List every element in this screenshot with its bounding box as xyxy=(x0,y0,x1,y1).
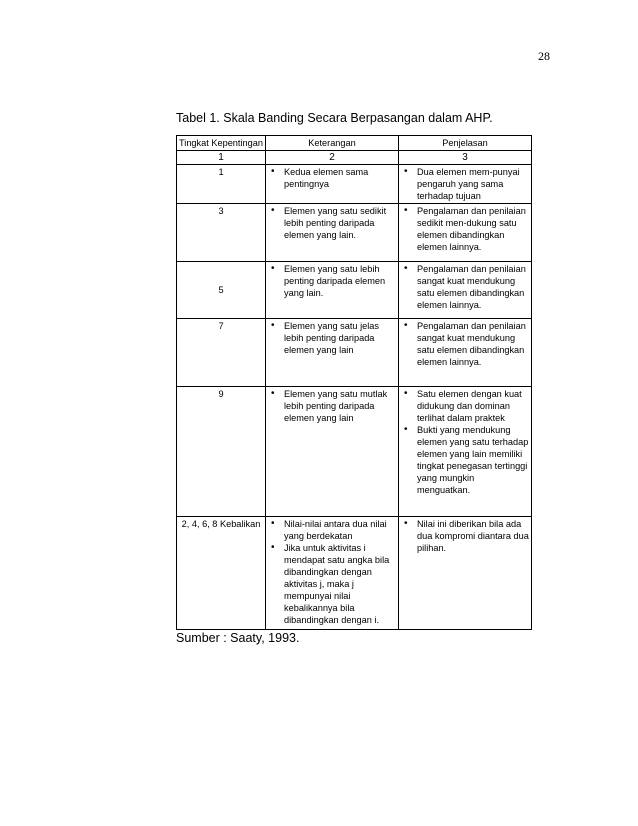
table-row xyxy=(177,517,532,630)
penjelasan-cell xyxy=(399,204,532,262)
table-source: Sumber : Saaty, 1993. xyxy=(176,631,300,645)
scale-cell: 9 xyxy=(177,387,266,517)
bullet-item: • Nilai-nilai antara dua nilai yang berdekatan xyxy=(268,518,396,542)
column-number: 3 xyxy=(399,151,532,165)
bullet-item: • Pengalaman dan penilaian sangat kuat mendukung satu elemen dibandingkan elemen lainnya. xyxy=(401,320,529,368)
keterangan-cell xyxy=(266,517,399,630)
ahp-scale-table xyxy=(176,135,532,630)
penjelasan-cell xyxy=(399,517,532,630)
penjelasan-cell xyxy=(399,165,532,204)
keterangan-cell xyxy=(266,165,399,204)
bullet-item: • Elemen yang satu sedikit lebih penting daripada elemen yang lain. xyxy=(268,205,396,241)
column-number: 1 xyxy=(177,151,266,165)
bullet-item: • Jika untuk aktivitas i mendapat satu angka bila dibandingkan dengan aktivitas j, maka j mempunyai nilai kebalikannya bila dibandingkan dengan i. xyxy=(268,542,396,626)
header-keterangan: Keterangan xyxy=(266,136,399,151)
table-header-row xyxy=(177,136,532,151)
bullet-item: • Elemen yang satu mutlak lebih penting daripada elemen yang lain xyxy=(268,388,396,424)
bullet-item: • Kedua elemen sama pentingnya xyxy=(268,166,396,190)
bullet-item: • Bukti yang mendukung elemen yang satu terhadap elemen yang lain memiliki tingkat penegasan tertinggi yang mungkin menguatkan. xyxy=(401,424,529,496)
scale-cell: 1 xyxy=(177,165,266,204)
scale-cell: 2, 4, 6, 8 Kebalikan xyxy=(177,517,266,630)
table-row xyxy=(177,319,532,387)
header-penjelasan: Penjelasan xyxy=(399,136,532,151)
bullet-item: • Elemen yang satu lebih penting daripada elemen yang lain. xyxy=(268,263,396,299)
bullet-item: • Nilai ini diberikan bila ada dua kompromi diantara dua pilihan. xyxy=(401,518,529,554)
keterangan-cell xyxy=(266,262,399,319)
keterangan-cell xyxy=(266,204,399,262)
table-row xyxy=(177,387,532,517)
keterangan-cell xyxy=(266,387,399,517)
scale-cell: 5 xyxy=(177,262,266,319)
penjelasan-cell xyxy=(399,387,532,517)
column-number: 2 xyxy=(266,151,399,165)
table-row xyxy=(177,204,532,262)
table-row xyxy=(177,165,532,204)
scale-cell: 3 xyxy=(177,204,266,262)
bullet-item: • Satu elemen dengan kuat didukung dan dominan terlihat dalam praktek xyxy=(401,388,529,424)
bullet-item: • Dua elemen mem-punyai pengaruh yang sama terhadap tujuan xyxy=(401,166,529,202)
penjelasan-cell xyxy=(399,262,532,319)
page-number: 28 xyxy=(538,49,550,63)
penjelasan-cell xyxy=(399,319,532,387)
column-number-row xyxy=(177,151,532,165)
table-caption: Tabel 1. Skala Banding Secara Berpasangan dalam AHP. xyxy=(176,111,493,125)
keterangan-cell xyxy=(266,319,399,387)
table-row xyxy=(177,262,532,319)
bullet-item: • Elemen yang satu jelas lebih penting daripada elemen yang lain xyxy=(268,320,396,356)
scale-cell: 7 xyxy=(177,319,266,387)
header-tingkat: Tingkat Kepentingan xyxy=(177,136,266,151)
bullet-item: • Pengalaman dan penilaian sedikit men-dukung satu elemen dibandingkan elemen lainnya. xyxy=(401,205,529,253)
bullet-item: • Pengalaman dan penilaian sangat kuat mendukung satu elemen dibandingkan elemen lainnya. xyxy=(401,263,529,311)
